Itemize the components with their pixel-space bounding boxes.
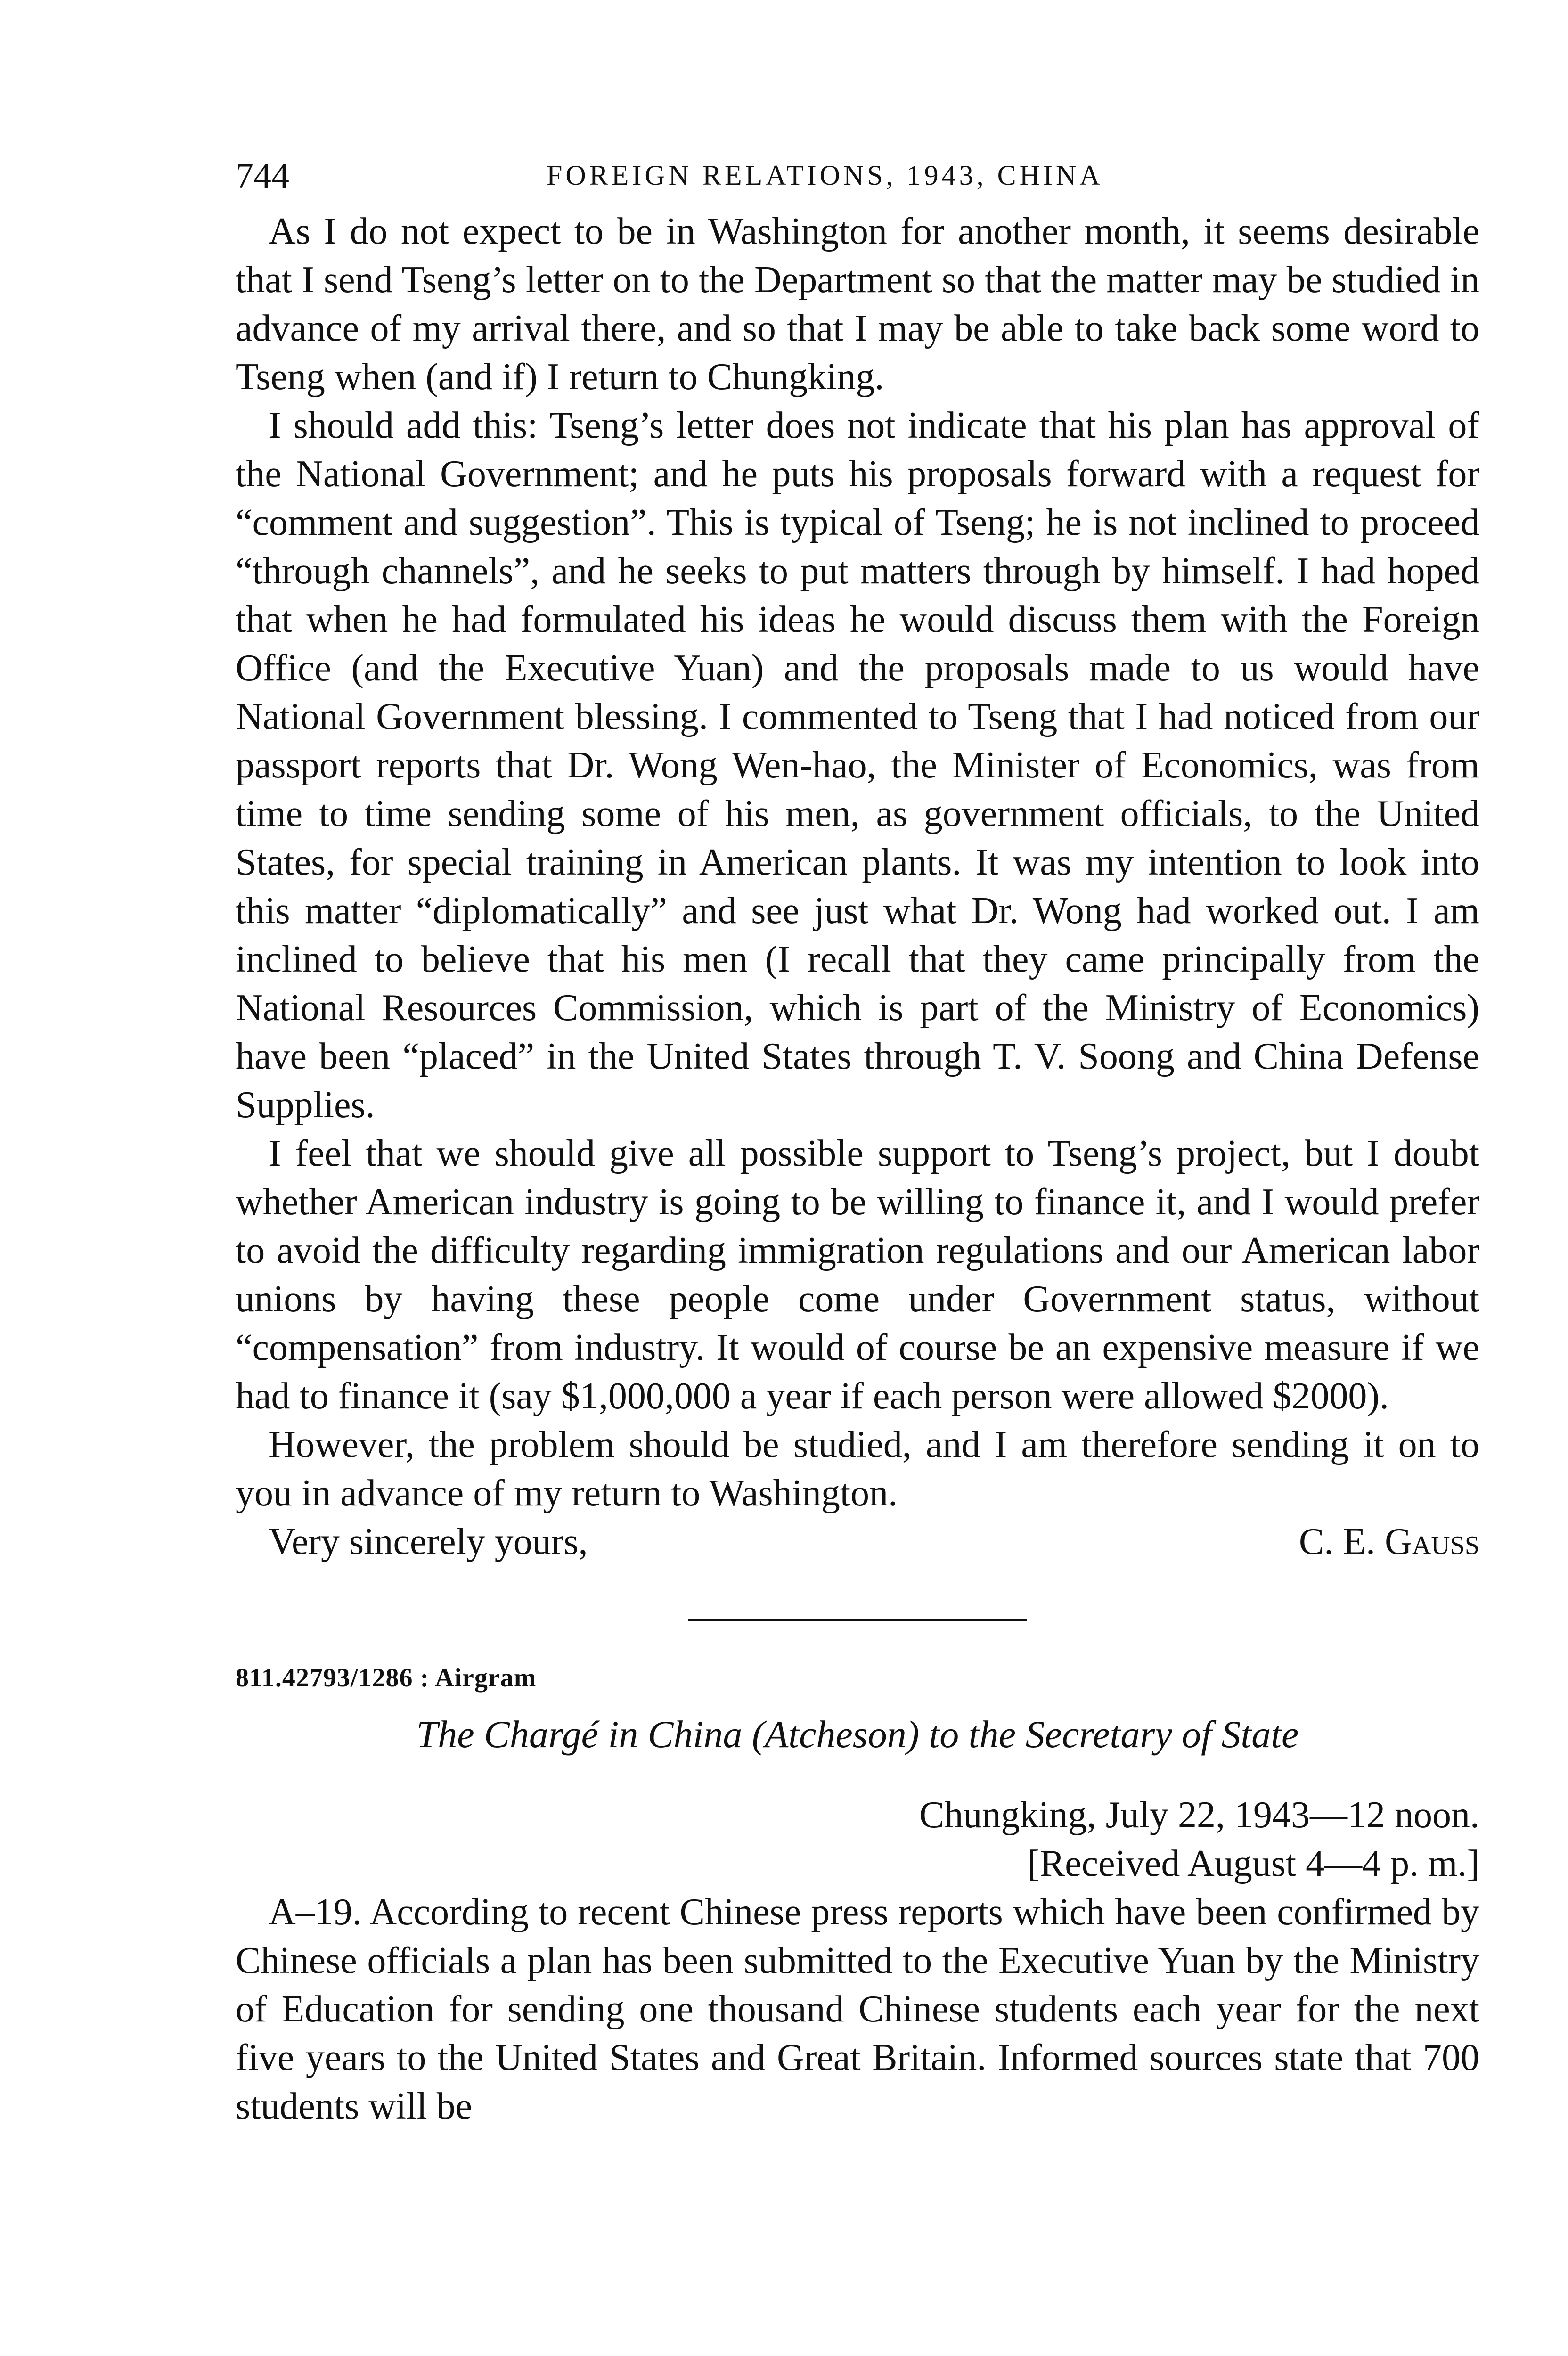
letter-paragraph-2: I should add this: Tseng’s letter does not indicate that his plan has approval of the National Government; and he puts his proposals forward with a request for “comment and suggestion”. This is typical of Tseng; he is not inclined to proceed “through channels”, and he seeks to put matters through by himself. I had hoped that when he had formulated his ideas he would discuss them with the Foreign Office (and the Executive Yuan) and the proposals made to us would have National Government blessing. I commented to Tseng that I had noticed from our passport reports that Dr. Wong Wen-hao, the Minister of Economics, was from time to time sending some of his men, as government officials, to the United States, for special training in American plants. It was my intention to look into this matter “diplomatically” and see just what Dr. Wong had worked out. I am inclined to believe that his men (I recall that they came principally from the National Resources Commission, which is part of the Ministry of Economics) have been “placed” in the United States through T. V. Soong and China Defense Supplies. (236, 405, 1479, 1126)
document-page (236, 155, 1479, 2131)
letter-paragraph-1: As I do not expect to be in Washington for another month, it seems desirable that I send Tseng’s letter on to the Department so that the matter may be studied in advance of my arrival there, and so that I may be able to take back some word to Tseng when (and if) I return to Chungking. (236, 211, 1479, 398)
file-reference: 811.42793/1286 : Airgram (236, 1663, 537, 1693)
signature: C. E. Gauss (1298, 1521, 1479, 1562)
letter-paragraph-4: However, the problem should be studied, and I am therefore sending it on to you in advance of my return to Washington. (236, 1424, 1479, 1514)
complimentary-close: Very sincerely yours, (269, 1521, 588, 1562)
letter-closing (236, 1518, 1479, 1567)
running-title: FOREIGN RELATIONS, 1943, CHINA (547, 160, 1103, 191)
section-divider (688, 1619, 1027, 1621)
page-number: 744 (236, 156, 289, 196)
letter-paragraph-3: I feel that we should give all possible support to Tseng’s project, but I doubt whether American industry is going to be willing to finance it, and I would prefer to avoid the difficulty regarding immigration regulations and our American labor unions by having these people come under Government status, without “compensation” from industry. It would of course be an expensive measure if we had to finance it (say $1,000,000 a year if each person were allowed $2000). (236, 1133, 1479, 1417)
place-and-date: Chungking, July 22, 1943—12 noon. (919, 1794, 1479, 1836)
document-title: The Chargé in China (Atcheson) to the Secretary of State (416, 1713, 1299, 1756)
running-header (236, 155, 1479, 207)
airgram-body: A–19. According to recent Chinese press reports which have been confirmed by Chinese officials a plan has been submitted to the Executive Yuan by the Ministry of Education for sending one thousand Chinese students each year for the next five years to the United States and Great Britain. Informed sources state that 700 students will be (236, 1891, 1479, 2127)
received-date: [Received August 4—4 p. m.] (1027, 1843, 1479, 1884)
